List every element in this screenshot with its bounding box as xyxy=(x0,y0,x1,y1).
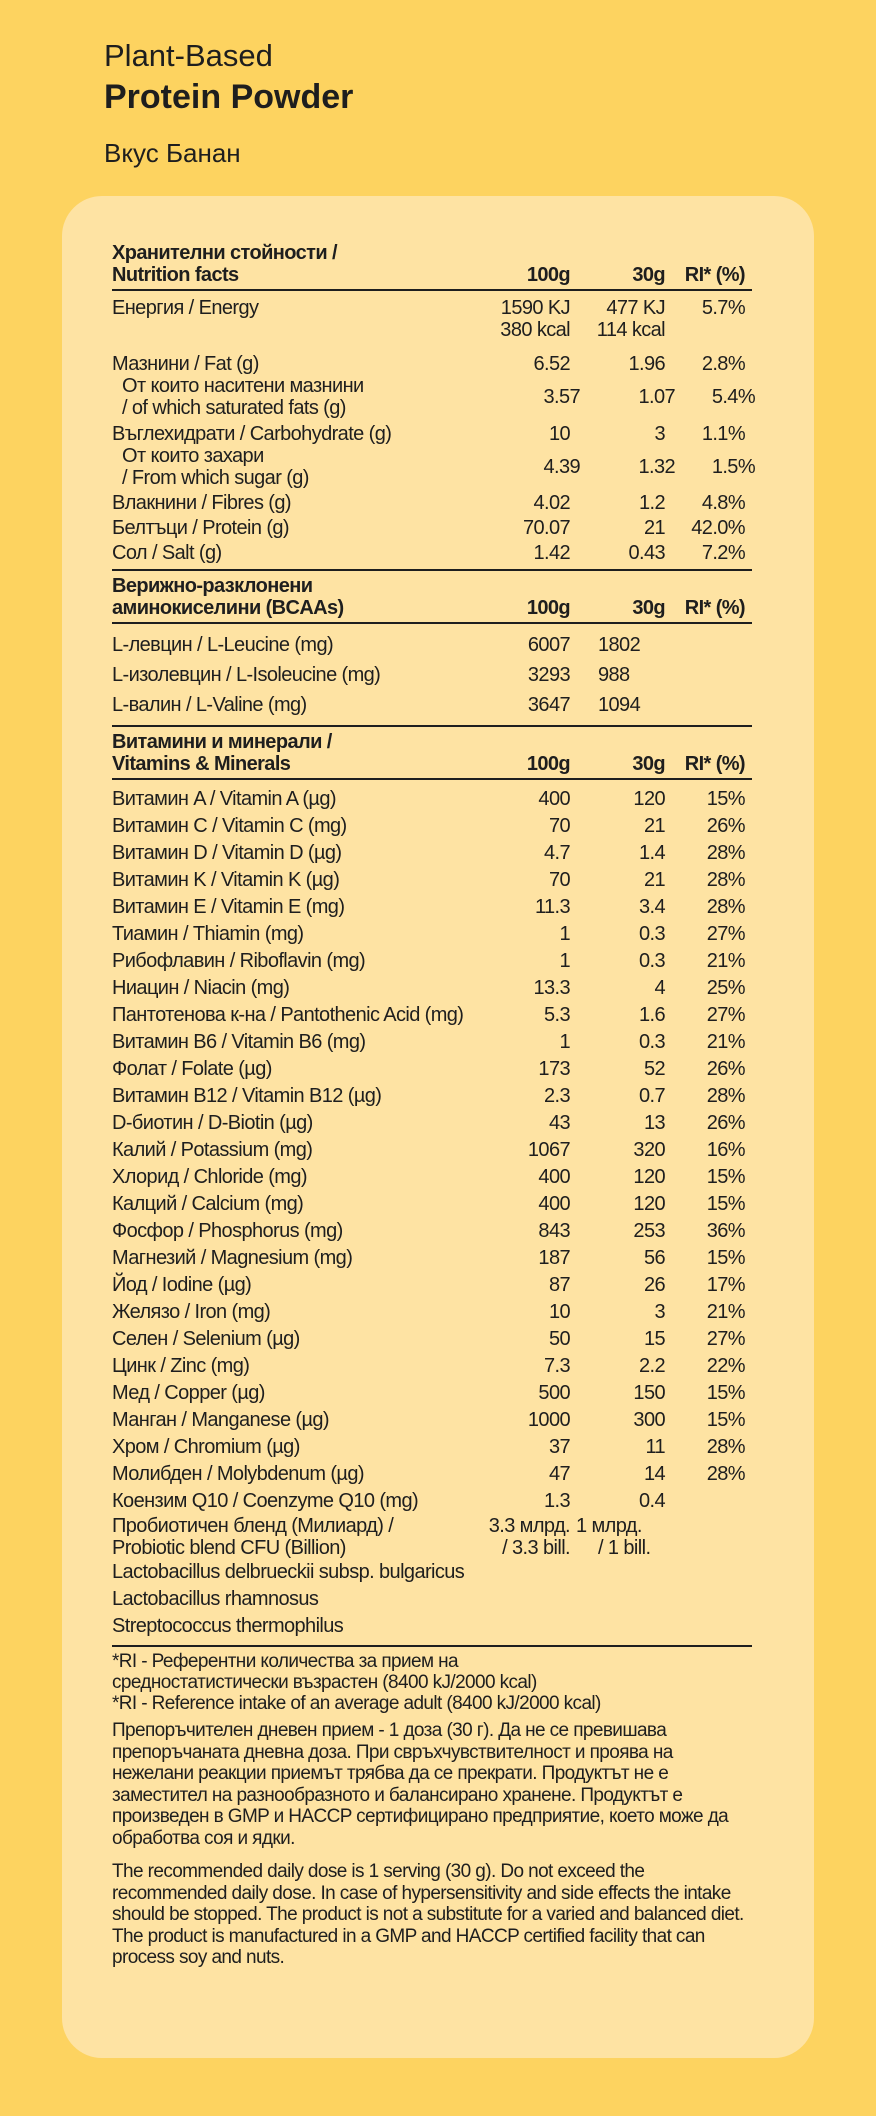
row-value-ri: 28% xyxy=(706,869,745,891)
row-label: Манган / Manganese (µg) xyxy=(112,1409,329,1431)
vitamins-title-bg: Витамини и минерали / xyxy=(112,731,332,753)
row-label: Витамин D / Vitamin D (µg) xyxy=(112,842,342,864)
row-value-100g: 6.52 xyxy=(533,353,570,375)
row-value-30g: 13 xyxy=(643,1112,665,1134)
row-label: Витамин A / Vitamin A (µg) xyxy=(112,788,336,810)
row-label: Коензим Q10 / Coenzyme Q10 (mg) xyxy=(112,1490,419,1512)
row-value-100g: 13.3 xyxy=(533,977,570,999)
row-value-ri: 7.2% xyxy=(701,542,745,564)
vitamin-row xyxy=(112,1407,752,1434)
row-value-30g: 52 xyxy=(643,1058,665,1080)
row-value-ri: 21% xyxy=(706,1301,745,1323)
row-label: Белтъци / Protein (g) xyxy=(112,517,289,539)
row-label-line2: / of which saturated fats (g) xyxy=(122,397,346,419)
row-label: Влакнини / Fibres (g) xyxy=(112,492,291,514)
nutrition-row xyxy=(112,353,752,375)
row-value-100g: 11.3 xyxy=(534,896,570,918)
row-label: Витамин B6 / Vitamin B6 (mg) xyxy=(112,1031,366,1053)
row-value-30g: 0.4 xyxy=(638,1490,665,1512)
row-label: L-изолевцин / L-Isoleucine (mg) xyxy=(112,664,381,686)
vitamin-row xyxy=(112,1056,752,1083)
row-value-100g: 4.7 xyxy=(543,842,570,864)
vitamin-row xyxy=(112,1137,752,1164)
probiotic-strain: Lactobacillus delbrueckii subsp. bulgaricus xyxy=(112,1561,465,1583)
row-value-100g: 50 xyxy=(548,1328,570,1350)
row-label: Витамин C / Vitamin C (mg) xyxy=(112,815,347,837)
row-value-100g: 3293 xyxy=(527,664,570,686)
row-value-100g: 4.02 xyxy=(533,492,570,514)
row-label: Молибден / Molybdenum (µg) xyxy=(112,1463,364,1485)
vitamin-row xyxy=(112,1353,752,1380)
row-label: Калий / Potassium (mg) xyxy=(112,1139,313,1161)
row-value-ri: 28% xyxy=(706,1436,745,1458)
product-flavor: Вкус Банан xyxy=(104,138,241,168)
row-label: Тиамин / Thiamin (mg) xyxy=(112,923,304,945)
row-label: Магнезий / Magnesium (mg) xyxy=(112,1247,353,1269)
probiotic-value-30g-en: / 1 bill. xyxy=(598,1537,651,1559)
section-divider xyxy=(112,725,752,727)
row-label: Витамин E / Vitamin E (mg) xyxy=(112,896,345,918)
row-value-100g: 3.57 xyxy=(543,386,580,408)
row-value-100g: 1067 xyxy=(527,1139,570,1161)
row-value-100g: 70.07 xyxy=(522,517,570,539)
vitamin-row xyxy=(112,1245,752,1272)
vitamin-row xyxy=(112,867,752,894)
row-label: Желязо / Iron (mg) xyxy=(112,1301,271,1323)
row-value-ri: 27% xyxy=(706,1328,745,1350)
row-value-30g: 1.96 xyxy=(628,353,665,375)
row-value-ri: 28% xyxy=(706,896,745,918)
row-value-30g: 1802 xyxy=(598,634,641,656)
row-value-100g: 5.3 xyxy=(543,1004,570,1026)
row-value-30g: 26 xyxy=(643,1274,665,1296)
row-value-100g: 1.42 xyxy=(533,542,570,564)
row-label: Въглехидрати / Carbohydrate (g) xyxy=(112,423,392,445)
section-divider xyxy=(112,1645,752,1647)
row-value-100g: 400 xyxy=(538,1166,570,1188)
ri-footnote-bg-line2: средностатистически възрастен (8400 kJ/2000 kcal) xyxy=(112,1672,537,1693)
nutrition-row xyxy=(112,445,755,489)
vitamin-row xyxy=(112,1461,752,1488)
row-value-100g: 6007 xyxy=(527,634,570,656)
row-label: Витамин B12 / Vitamin B12 (µg) xyxy=(112,1085,382,1107)
row-value-30g: 11 xyxy=(645,1436,665,1458)
nutrition-row xyxy=(112,375,755,419)
row-value-30g: 120 xyxy=(633,1166,665,1188)
row-value-ri: 5.7% xyxy=(701,297,745,319)
row-label: L-валин / L-Valine (mg) xyxy=(112,694,307,716)
vitamin-row xyxy=(112,1191,752,1218)
vitamin-row xyxy=(112,1434,752,1461)
row-value-30g: 477 KJ xyxy=(606,297,665,319)
bcaa-title-bg: Верижно-разклонени xyxy=(112,575,313,597)
probiotic-label-bg: Пробиотичен бленд (Милиард) / xyxy=(112,1515,394,1537)
row-value-100g: 173 xyxy=(538,1058,570,1080)
row-value-100g: 10 xyxy=(548,423,570,445)
row-value-100g: 47 xyxy=(548,1463,570,1485)
row-label: Мед / Copper (µg) xyxy=(112,1382,265,1404)
nutrition-row xyxy=(112,492,752,514)
nutrition-content xyxy=(112,242,755,1969)
row-value-30g: 150 xyxy=(633,1382,665,1404)
row-value-30g: 300 xyxy=(633,1409,665,1431)
row-value-ri: 15% xyxy=(706,1382,745,1404)
vitamin-row xyxy=(112,1218,752,1245)
row-label: Цинк / Zinc (mg) xyxy=(112,1355,250,1377)
row-label: Хром / Chromium (µg) xyxy=(112,1436,300,1458)
row-value-ri: 28% xyxy=(706,1463,745,1485)
row-value-30g: 253 xyxy=(633,1220,665,1242)
row-value-30g: 1.4 xyxy=(638,842,665,864)
row-value-100g: 1.3 xyxy=(543,1490,570,1512)
vitamin-row xyxy=(112,894,752,921)
row-value-ri: 16% xyxy=(706,1139,745,1161)
row-value-ri: 4.8% xyxy=(701,492,745,514)
bcaa-header xyxy=(112,575,752,624)
row-value-100g: 37 xyxy=(548,1436,570,1458)
row-value-30g: 15 xyxy=(643,1328,665,1350)
row-value-100g: 43 xyxy=(548,1112,570,1134)
ri-footnote xyxy=(112,1651,752,1714)
row-label: Рибофлавин / Riboflavin (mg) xyxy=(112,950,366,972)
row-value-30g: 120 xyxy=(633,788,665,810)
row-value-30g: 0.3 xyxy=(638,923,665,945)
row-value-ri: 5.4% xyxy=(711,386,755,408)
row-value-30g: 21 xyxy=(643,815,665,837)
row-label: Селен / Selenium (µg) xyxy=(112,1328,300,1350)
row-label: Йод / Iodine (µg) xyxy=(112,1274,252,1296)
row-value-100g: 500 xyxy=(538,1382,570,1404)
vitamin-row xyxy=(112,813,752,840)
row-value-100g: 2.3 xyxy=(543,1085,570,1107)
probiotic-row xyxy=(112,1515,752,1559)
product-header xyxy=(104,36,353,170)
row-value-ri: 21% xyxy=(706,1031,745,1053)
col-30g-header: 30g xyxy=(632,264,665,286)
row-value-ri: 27% xyxy=(706,923,745,945)
col-100g-header: 100g xyxy=(526,753,570,775)
row-value-30g: 0.43 xyxy=(628,542,665,564)
row-value-100g: 1000 xyxy=(527,1409,570,1431)
bcaa-title-en: аминокиселини (BCAAs) xyxy=(112,597,344,619)
row-label: Сол / Salt (g) xyxy=(112,542,222,564)
row-value-30g: 1.2 xyxy=(638,492,665,514)
row-value-30g: 56 xyxy=(643,1247,665,1269)
row-value-30g: 120 xyxy=(633,1193,665,1215)
row-value-100g: 400 xyxy=(538,788,570,810)
row-value-100g: 1 xyxy=(559,923,570,945)
vitamin-row xyxy=(112,1110,752,1137)
row-value-100g: 87 xyxy=(548,1274,570,1296)
probiotic-value-30g: 1 млрд. xyxy=(576,1515,642,1537)
vitamin-row xyxy=(112,975,752,1002)
vitamin-row xyxy=(112,1272,752,1299)
vitamin-rows xyxy=(112,786,752,1515)
row-value-100g: 3647 xyxy=(527,694,570,716)
vitamins-header xyxy=(112,731,752,780)
vitamin-row xyxy=(112,1326,752,1353)
col-ri-header: RI* (%) xyxy=(684,264,745,286)
row-value-ri: 25% xyxy=(706,977,745,999)
vitamin-row xyxy=(112,1083,752,1110)
vitamin-row xyxy=(112,786,752,813)
row-value-100g: 400 xyxy=(538,1193,570,1215)
row-label: Ниацин / Niacin (mg) xyxy=(112,977,290,999)
row-value-ri: 36% xyxy=(706,1220,745,1242)
row-value-ri: 22% xyxy=(706,1355,745,1377)
row-label: Витамин K / Vitamin K (µg) xyxy=(112,869,340,891)
row-value-ri: 15% xyxy=(706,1193,745,1215)
ri-footnote-en: *RI - Reference intake of an average adult (8400 kJ/2000 kcal) xyxy=(112,1693,601,1714)
usage-text-en: The recommended daily dose is 1 serving (30 g). Do not exceed the recommended daily dose. In case of hypersensitivity and side effects the intake should be stopped. The product is not a substitute for a varied and balanced diet. The product is manufactured in a GMP and HACCP certified facility that can process soy and nuts. xyxy=(112,1861,744,1968)
probiotic-strain: Streptococcus thermophilus xyxy=(112,1615,344,1637)
row-value-100g-kcal: 380 kcal xyxy=(500,319,570,341)
row-value-30g-kcal: 114 kcal xyxy=(596,319,665,341)
row-value-30g: 0.3 xyxy=(638,950,665,972)
row-value-ri: 42.0% xyxy=(691,517,745,539)
row-value-ri: 26% xyxy=(706,815,745,837)
row-value-ri: 21% xyxy=(706,950,745,972)
vitamin-row xyxy=(112,1002,752,1029)
col-30g-header: 30g xyxy=(632,753,665,775)
row-value-30g: 21 xyxy=(643,869,665,891)
vitamin-row xyxy=(112,1380,752,1407)
row-value-100g: 70 xyxy=(548,815,570,837)
vitamins-title-en: Vitamins & Minerals xyxy=(112,753,291,775)
product-title: Protein Powder xyxy=(104,78,354,116)
row-value-ri: 17% xyxy=(706,1274,745,1296)
bcaa-row xyxy=(112,660,752,690)
vitamin-row xyxy=(112,948,752,975)
row-label: D-биотин / D-Biotin (µg) xyxy=(112,1112,313,1134)
row-value-30g: 3 xyxy=(654,423,665,445)
col-ri-header: RI* (%) xyxy=(684,753,745,775)
nutrition-header xyxy=(112,242,752,291)
row-label: L-левцин / L-Leucine (mg) xyxy=(112,634,334,656)
row-value-30g: 0.3 xyxy=(638,1031,665,1053)
probiotic-strain: Lactobacillus rhamnosus xyxy=(112,1588,319,1610)
row-value-30g: 320 xyxy=(633,1139,665,1161)
row-value-30g: 1094 xyxy=(598,694,641,716)
row-value-ri: 15% xyxy=(706,1247,745,1269)
row-value-30g: 2.2 xyxy=(638,1355,665,1377)
vitamin-row xyxy=(112,1299,752,1326)
col-100g-header: 100g xyxy=(526,264,570,286)
row-value-30g: 3 xyxy=(654,1301,665,1323)
section-divider xyxy=(112,569,752,571)
col-100g-header: 100g xyxy=(526,597,570,619)
row-value-ri: 2.8% xyxy=(701,353,745,375)
row-value-100g: 1 xyxy=(559,950,570,972)
vitamin-row xyxy=(112,921,752,948)
nutrition-row-energy xyxy=(112,297,752,341)
row-value-100g: 1590 KJ xyxy=(500,297,570,319)
row-label: Енергия / Energy xyxy=(112,297,259,319)
probiotic-label-en: Probiotic blend CFU (Billion) xyxy=(112,1537,346,1559)
nutrition-row xyxy=(112,542,752,564)
row-value-ri: 28% xyxy=(706,1085,745,1107)
row-value-ri: 26% xyxy=(706,1058,745,1080)
row-value-100g: 843 xyxy=(538,1220,570,1242)
vitamin-row xyxy=(112,1029,752,1056)
row-value-100g: 1 xyxy=(559,1031,570,1053)
row-value-ri: 1.1% xyxy=(701,423,745,445)
row-value-ri: 26% xyxy=(706,1112,745,1134)
usage-text-bg: Препоръчителен дневен прием - 1 доза (30 г). Да не се превишава препоръчаната дневна доза. При свръхчувствителност и проява на нежелани реакции приемът трябва да се прекрати. Продуктът не е заместител на разнообразното и балансирано хранене. Продуктът е произведен в GMP и HACCP сертифицирано предприятие, което може да обработва соя и ядки. xyxy=(112,1720,729,1849)
row-label: Пантотенова к-на / Pantothenic Acid (mg) xyxy=(112,1004,464,1026)
vitamin-row xyxy=(112,1164,752,1191)
row-label: Калций / Calcium (mg) xyxy=(112,1193,304,1215)
row-label-line1: От които наситени мазнини xyxy=(122,375,364,397)
ri-footnote-bg-line1: *RI - Референтни количества за прием на xyxy=(112,1651,458,1672)
row-value-100g: 4.39 xyxy=(543,456,580,478)
row-value-ri: 27% xyxy=(706,1004,745,1026)
nutrition-row xyxy=(112,423,752,445)
probiotic-value-100g: 3.3 млрд. xyxy=(488,1515,570,1537)
row-label-line1: От които захари xyxy=(122,445,264,467)
row-value-30g: 988 xyxy=(598,664,630,686)
bcaa-row xyxy=(112,630,752,660)
row-value-30g: 1.07 xyxy=(638,386,675,408)
row-value-30g: 3.4 xyxy=(638,896,665,918)
col-30g-header: 30g xyxy=(632,597,665,619)
row-value-100g: 70 xyxy=(548,869,570,891)
row-value-100g: 7.3 xyxy=(543,1355,570,1377)
row-label: Фосфор / Phosphorus (mg) xyxy=(112,1220,343,1242)
row-value-30g: 21 xyxy=(643,517,665,539)
vitamin-row xyxy=(112,1488,752,1515)
row-value-ri: 15% xyxy=(706,788,745,810)
nutrition-title-bg: Хранителни стойности / xyxy=(112,242,337,264)
row-label-line2: / From which sugar (g) xyxy=(122,467,309,489)
row-value-ri: 28% xyxy=(706,842,745,864)
vitamin-row xyxy=(112,840,752,867)
col-ri-header: RI* (%) xyxy=(684,597,745,619)
nutrition-title-en: Nutrition facts xyxy=(112,264,239,286)
row-value-100g: 187 xyxy=(538,1247,570,1269)
bcaa-row xyxy=(112,690,752,720)
row-value-30g: 14 xyxy=(643,1463,665,1485)
row-value-ri: 15% xyxy=(706,1409,745,1431)
row-value-30g: 1.6 xyxy=(638,1004,665,1026)
row-label: Мазнини / Fat (g) xyxy=(112,353,259,375)
probiotic-value-100g-en: / 3.3 bill. xyxy=(502,1537,570,1559)
row-value-ri: 15% xyxy=(706,1166,745,1188)
row-value-ri: 1.5% xyxy=(711,456,755,478)
product-subtitle: Plant-Based xyxy=(104,38,273,73)
row-value-30g: 4 xyxy=(654,977,665,999)
row-value-30g: 1.32 xyxy=(638,456,675,478)
row-label: Фолат / Folate (µg) xyxy=(112,1058,272,1080)
row-value-30g: 0.7 xyxy=(638,1085,665,1107)
nutrition-row xyxy=(112,517,752,539)
row-label: Хлорид / Chloride (mg) xyxy=(112,1166,307,1188)
row-value-100g: 10 xyxy=(548,1301,570,1323)
